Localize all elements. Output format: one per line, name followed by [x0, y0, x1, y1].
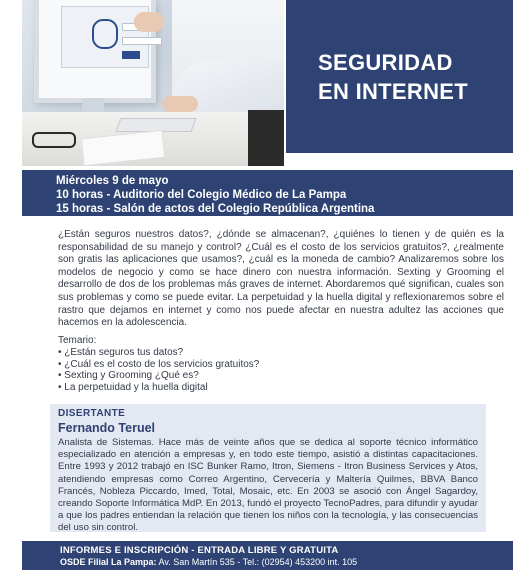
topics-list [58, 347, 358, 394]
speaker-label: DISERTANTE [58, 408, 126, 419]
speaker-bio: Analista de Sistemas. Hace más de veinte años que se dedica al soporte técnico informático especializado en atención a empresas y, en todo este tiempo, asistió a distintas capacitaciones. Entre 1993 y 2012 trabajó en ISC Bunker Ramo, Itron, Siemens - Itron Business Services y Atos, atendiendo empresas como Correo Argentino, Cervecería y Maltería Quilmes, BBVA Banco Francés, Nobleza Piccardo, Imed, Total, Mosaic, etc. En 2003 se asoció con Ángel Sagardoy, creando Soporte Informática MdP. En 2013, fundó el proyecto TecnoPadres, para difundir y ayudar a que los padres entiendan la relación que tienen los niños con la tecnología, y las consecuencias del uso sin control. [58, 437, 478, 534]
login-button-graphic [122, 51, 140, 59]
topic-item: • La perpetuidad y la huella digital [58, 382, 358, 394]
contact-info [60, 557, 357, 567]
registration-info: INFORMES E INSCRIPCIÓN - ENTRADA LIBRE Y GRATUITA [60, 545, 339, 556]
page-title [318, 48, 508, 106]
password-field-graphic [122, 37, 162, 45]
footer [22, 541, 513, 570]
pointing-hand [134, 12, 164, 32]
lock-icon [92, 19, 118, 49]
schedule-band [22, 170, 513, 216]
contact-address: Av. San Martín 535 - Tel.: (02954) 453200 int. 105 [156, 557, 358, 567]
topics-heading: Temario: [58, 335, 97, 346]
topic-item: • ¿Están seguros tus datos? [58, 347, 358, 359]
topic-item: • Sexting y Grooming ¿Qué es? [58, 370, 358, 382]
glasses-icon [32, 132, 76, 148]
event-description: ¿Están seguros nuestros datos?, ¿dónde se almacenan?, ¿quiénes lo tienen y de quién es la responsabilidad de su manejo y control? ¿Cuál es el costo de los servicios gratuitos?, ¿realmente son gratis las aplicaciones que usamos?, ¿cuál es la moneda de cambio? Analizaremos sobre los modelos de negocio y como se hace dinero con nuestra información. Sexting y Grooming el desarrollo de dos de los problemas más graves de internet. Abordaremos qué significan, cuales son sus problemas y como se puede evitar. La perpetuidad y la huella digital y reflexionaremos sobre el rastro que dejamos en internet y como nos puede afectar en nuestra adultez las acciones que hacemos en la adolescencia. [58, 229, 504, 329]
monitor-stand [82, 98, 104, 112]
speaker-name: Fernando Teruel [58, 421, 156, 435]
title-line-2: EN INTERNET [318, 79, 468, 104]
contact-org: OSDE Filial La Pampa: [60, 557, 157, 567]
title-line-1: SEGURIDAD [318, 50, 453, 75]
dark-chair [248, 110, 284, 166]
topics-section [58, 335, 358, 394]
header-photo [22, 0, 284, 166]
typing-hand [162, 96, 198, 112]
event-date: Miércoles 9 de mayo [56, 175, 169, 187]
event-session-2: 15 horas - Salón de actos del Colegio República Argentina [56, 203, 375, 215]
topic-item: • ¿Cuál es el costo de los servicios gratuitos? [58, 359, 358, 371]
event-session-1: 10 horas - Auditorio del Colegio Médico de La Pampa [56, 189, 347, 201]
